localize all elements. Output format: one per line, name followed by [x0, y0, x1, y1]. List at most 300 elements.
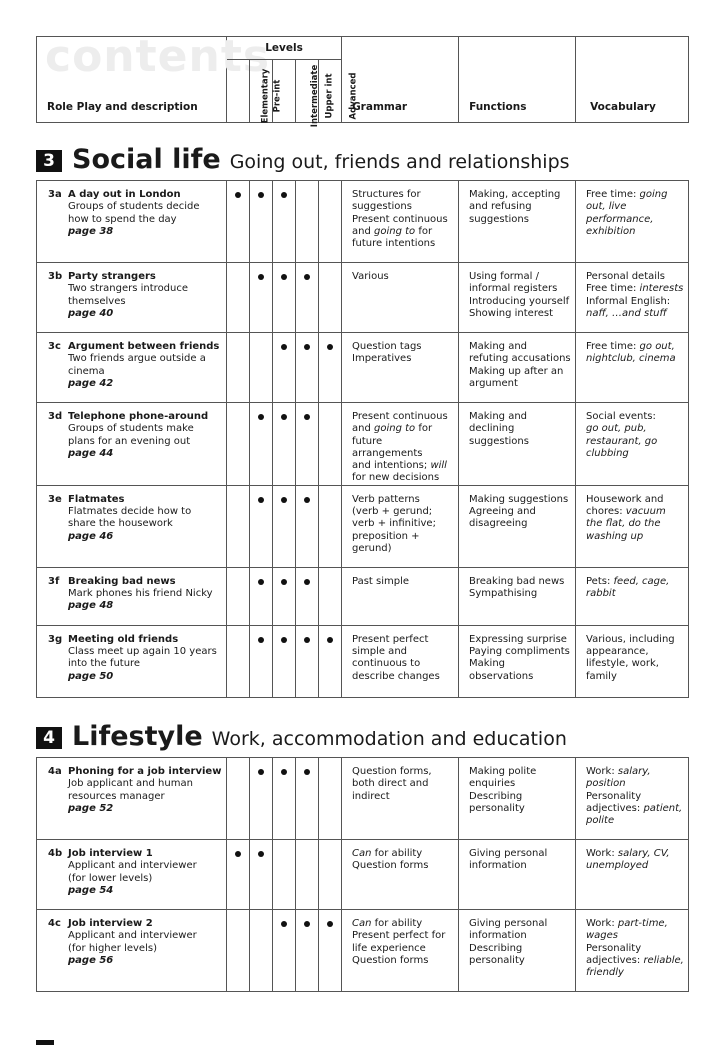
- level-cell: [250, 625, 273, 697]
- table-row: [37, 625, 689, 697]
- text-line: [586, 766, 684, 778]
- text-line: [586, 423, 684, 435]
- text-fragment: Making up after an: [469, 365, 564, 377]
- vocabulary-cell: [576, 910, 689, 992]
- role-play-cell: [37, 403, 227, 486]
- italic-term: position: [586, 778, 626, 790]
- level-dot-icon: [304, 274, 310, 280]
- contents-header-table: [36, 31, 689, 128]
- text-line: [586, 671, 684, 683]
- level-dot-icon: [258, 274, 264, 280]
- section-subtitle: Going out, friends and relationships: [229, 151, 570, 173]
- italic-term: polite: [586, 815, 615, 827]
- text-line: [469, 271, 571, 283]
- level-cell: [319, 910, 342, 992]
- role-play-desc-line: (for lower levels): [68, 872, 153, 884]
- text-fragment: for ability: [371, 848, 423, 859]
- text-fragment: suggestions: [469, 213, 529, 225]
- text-fragment: Social events:: [586, 411, 656, 422]
- table-row: [37, 910, 689, 992]
- text-fragment: Free time:: [586, 283, 640, 295]
- italic-term: washing up: [586, 530, 644, 542]
- level-cell: [319, 840, 342, 910]
- role-play-desc-line: Groups of students make: [68, 423, 194, 435]
- text-line: [469, 378, 571, 390]
- level-label: Elementary: [260, 68, 271, 124]
- text-fragment: refuting accusations: [469, 353, 571, 365]
- level-cell: [296, 625, 319, 697]
- text-line: [469, 189, 571, 201]
- unit-number: 3g: [48, 633, 63, 645]
- level-cell: [296, 840, 319, 910]
- level-cell: [227, 485, 250, 567]
- text-line: [586, 658, 684, 670]
- text-line: [352, 778, 454, 790]
- text-fragment: enquiries: [469, 778, 516, 790]
- text-fragment: personality: [469, 802, 525, 814]
- section-heading-4: [36, 721, 567, 752]
- section-title: Social life: [72, 144, 221, 175]
- functions-cell: [459, 263, 576, 333]
- text-fragment: verb + infinitive;: [352, 518, 436, 530]
- role-play-cell: [37, 333, 227, 403]
- role-play-desc-line: Two friends argue outside a: [68, 353, 206, 365]
- text-line: [586, 189, 684, 201]
- level-dot-icon: [258, 192, 264, 198]
- text-fragment: for new decisions: [352, 472, 440, 484]
- section-heading-3: [36, 144, 570, 175]
- level-cell: [273, 840, 296, 910]
- level-cell: [273, 567, 296, 625]
- level-dot-icon: [304, 921, 310, 927]
- text-line: [352, 918, 454, 930]
- level-cell: [319, 567, 342, 625]
- level-cell: [273, 333, 296, 403]
- level-cell: [273, 403, 296, 486]
- text-line: [469, 283, 571, 295]
- text-line: [586, 815, 684, 827]
- grammar-cell: [342, 263, 459, 333]
- text-line: [352, 860, 454, 872]
- text-fragment: argument: [469, 377, 518, 389]
- role-play-title: Job interview 1: [68, 848, 153, 859]
- text-fragment: and: [352, 225, 374, 237]
- level-dot-icon: [304, 579, 310, 585]
- level-dot-icon: [304, 344, 310, 350]
- text-line: [586, 353, 684, 365]
- level-cell: [296, 567, 319, 625]
- functions-cell: [459, 758, 576, 840]
- page-corner-mark: [36, 1040, 54, 1045]
- level-cell: [273, 485, 296, 567]
- page-reference: page 44: [68, 447, 114, 459]
- level-cell: [319, 403, 342, 486]
- level-dot-icon: [281, 192, 287, 198]
- level-cell: [227, 758, 250, 840]
- level-column-header: [319, 59, 359, 122]
- level-cell: [319, 333, 342, 403]
- level-dot-icon: [327, 344, 333, 350]
- functions-cell: [459, 181, 576, 263]
- level-cell: [250, 181, 273, 263]
- role-play-desc-line: resources manager: [68, 790, 165, 802]
- level-dot-icon: [258, 769, 264, 775]
- text-line: [352, 543, 454, 555]
- text-line: [586, 518, 684, 530]
- level-cell: [296, 181, 319, 263]
- grammar-cell: [342, 403, 459, 486]
- text-fragment: Past simple: [352, 575, 410, 587]
- page-reference: page 50: [68, 670, 114, 682]
- role-play-title: Flatmates: [68, 493, 125, 505]
- italic-term: going to: [374, 423, 416, 435]
- table-row: [37, 840, 689, 910]
- table-row: [37, 403, 689, 486]
- role-play-description: [68, 411, 222, 460]
- page-reference: page 46: [68, 530, 114, 542]
- text-line: [352, 341, 454, 353]
- text-fragment: Various, including: [586, 633, 675, 645]
- level-dot-icon: [258, 579, 264, 585]
- text-line: [586, 296, 684, 308]
- text-line: [469, 506, 571, 518]
- text-line: [352, 472, 454, 484]
- text-fragment: Paying compliments: [469, 646, 570, 658]
- italic-term: nightclub, cinema: [586, 353, 676, 365]
- functions-cell: [459, 625, 576, 697]
- text-line: [352, 658, 454, 670]
- text-line: [586, 803, 684, 815]
- text-fragment: informal registers: [469, 283, 558, 295]
- text-line: [352, 460, 454, 472]
- vocabulary-cell: [576, 840, 689, 910]
- text-line: [586, 588, 684, 600]
- text-fragment: suggestions: [469, 435, 529, 447]
- level-dot-icon: [258, 414, 264, 420]
- text-fragment: describe changes: [352, 670, 440, 682]
- level-cell: [319, 625, 342, 697]
- text-fragment: chores:: [586, 506, 626, 518]
- level-cell: [250, 840, 273, 910]
- text-fragment: Question forms: [352, 954, 429, 966]
- role-play-desc-line: into the future: [68, 658, 141, 670]
- vocabulary-cell: [576, 485, 689, 567]
- role-play-cell: [37, 758, 227, 840]
- level-dot-icon: [281, 579, 287, 585]
- text-fragment: Housework and: [586, 493, 664, 505]
- level-cell: [319, 263, 342, 333]
- role-play-title: Party strangers: [68, 271, 156, 282]
- text-line: [586, 411, 684, 423]
- text-line: [469, 646, 571, 658]
- text-line: [586, 308, 684, 320]
- text-fragment: Present continuous: [352, 213, 448, 225]
- grammar-cell: [342, 840, 459, 910]
- role-play-title: Telephone phone-around: [68, 411, 209, 422]
- text-fragment: preposition +: [352, 530, 420, 542]
- text-line: [469, 634, 571, 646]
- level-dot-icon: [327, 921, 333, 927]
- text-line: [352, 436, 454, 461]
- italic-term: part-time,: [617, 918, 668, 929]
- role-play-description: [68, 918, 222, 967]
- text-line: [469, 214, 571, 226]
- role-play-desc-line: Class meet up again 10 years: [68, 646, 217, 658]
- role-play-title: Argument between friends: [68, 341, 220, 352]
- text-line: [586, 967, 684, 979]
- text-line: [469, 308, 571, 320]
- unit-number: 3d: [48, 411, 63, 422]
- text-fragment: indirect: [352, 790, 390, 802]
- italic-term: will: [430, 460, 447, 472]
- text-fragment: lifestyle, work,: [586, 658, 659, 670]
- level-cell: [227, 263, 250, 333]
- grammar-cell: [342, 485, 459, 567]
- vocabulary-cell: [576, 625, 689, 697]
- vocabulary-cell: [576, 403, 689, 486]
- text-line: [352, 238, 454, 250]
- level-dot-icon: [258, 497, 264, 503]
- level-dot-icon: [281, 344, 287, 350]
- level-cell: [227, 840, 250, 910]
- level-dot-icon: [281, 637, 287, 643]
- level-dot-icon: [281, 769, 287, 775]
- text-fragment: gerund): [352, 542, 392, 554]
- grammar-cell: [342, 181, 459, 263]
- text-line: [352, 766, 454, 778]
- role-play-desc-line: Flatmates decide how to: [68, 506, 192, 518]
- role-play-desc-line: Groups of students decide: [68, 201, 200, 213]
- level-cell: [273, 181, 296, 263]
- italic-term: out, live: [586, 201, 627, 213]
- role-play-cell: [37, 263, 227, 333]
- vocabulary-cell: [576, 263, 689, 333]
- page-reference: page 48: [68, 600, 114, 612]
- text-fragment: both direct and: [352, 778, 429, 790]
- text-fragment: Verb patterns: [352, 493, 420, 505]
- italic-term: interests: [639, 283, 684, 295]
- text-line: [352, 955, 454, 967]
- role-play-title: Job interview 2: [68, 918, 153, 929]
- functions-cell: [459, 403, 576, 486]
- text-fragment: Making, accepting: [469, 189, 561, 200]
- functions-cell: [459, 333, 576, 403]
- level-label: Intermediate: [310, 64, 321, 128]
- text-line: [469, 918, 571, 930]
- text-line: [352, 671, 454, 683]
- levels-title: Levels: [265, 42, 303, 54]
- text-line: [586, 226, 684, 238]
- text-fragment: declining: [469, 423, 515, 435]
- level-cell: [250, 758, 273, 840]
- vocabulary-cell: [576, 758, 689, 840]
- text-line: [586, 214, 684, 226]
- role-play-desc-line: Two strangers introduce: [68, 283, 189, 295]
- level-cell: [296, 910, 319, 992]
- text-line: [586, 918, 684, 930]
- level-cell: [296, 758, 319, 840]
- role-play-desc-line: themselves: [68, 295, 126, 307]
- role-play-desc-line: (for higher levels): [68, 942, 157, 954]
- text-fragment: Using formal /: [469, 271, 539, 282]
- table-row: [37, 567, 689, 625]
- level-cell: [227, 625, 250, 697]
- text-line: [586, 646, 684, 658]
- page-reference: page 54: [68, 884, 114, 896]
- text-line: [352, 646, 454, 658]
- level-dot-icon: [304, 497, 310, 503]
- text-fragment: future intentions: [352, 238, 436, 250]
- text-line: [352, 531, 454, 543]
- text-line: [352, 214, 454, 226]
- italic-term: Can: [352, 848, 372, 859]
- text-fragment: Question forms: [352, 860, 429, 872]
- text-line: [586, 860, 684, 872]
- text-line: [352, 576, 454, 588]
- role-play-desc-line: Applicant and interviewer: [68, 930, 197, 942]
- text-fragment: Free time:: [586, 189, 640, 200]
- level-column-header: [250, 59, 283, 122]
- italic-term: clubbing: [586, 447, 629, 459]
- text-line: [586, 271, 684, 283]
- text-line: [586, 848, 684, 860]
- text-line: [469, 930, 571, 942]
- text-line: [352, 848, 454, 860]
- role-play-description: [68, 189, 222, 238]
- text-fragment: Sympathising: [469, 588, 538, 600]
- text-line: [469, 494, 571, 506]
- italic-term: friendly: [586, 967, 624, 979]
- role-play-description: [68, 576, 222, 613]
- text-line: [469, 296, 571, 308]
- text-fragment: Free time:: [586, 341, 640, 352]
- text-fragment: Question forms,: [352, 766, 432, 777]
- text-line: [352, 201, 454, 213]
- text-fragment: adjectives:: [586, 954, 644, 966]
- section-subtitle: Work, accommodation and education: [211, 728, 567, 750]
- text-line: [469, 791, 571, 803]
- text-fragment: Making polite: [469, 766, 537, 777]
- text-line: [469, 671, 571, 683]
- section-number-badge: 3: [36, 150, 62, 172]
- text-line: [469, 658, 571, 670]
- level-dot-icon: [235, 192, 241, 198]
- functions-header: [459, 37, 576, 123]
- text-line: [586, 448, 684, 460]
- italic-term: reliable,: [643, 954, 684, 966]
- text-fragment: Making and: [469, 341, 528, 352]
- text-line: [469, 201, 571, 213]
- level-dot-icon: [281, 497, 287, 503]
- italic-term: naff, …and stuff: [586, 307, 667, 319]
- role-play-title: Breaking bad news: [68, 575, 176, 587]
- level-cell: [273, 625, 296, 697]
- level-cell: [296, 485, 319, 567]
- text-fragment: Personality: [586, 790, 642, 802]
- text-fragment: disagreeing: [469, 518, 528, 530]
- role-play-desc-line: Mark phones his friend Nicky: [68, 588, 213, 600]
- level-cell: [250, 263, 273, 333]
- italic-term: the flat, do the: [586, 518, 661, 530]
- italic-term: Can: [352, 918, 372, 929]
- text-line: [469, 943, 571, 955]
- text-line: [586, 634, 684, 646]
- text-fragment: appearance,: [586, 646, 649, 658]
- level-cell: [319, 181, 342, 263]
- text-line: [352, 226, 454, 238]
- level-cell: [250, 910, 273, 992]
- text-line: [586, 791, 684, 803]
- text-line: [469, 778, 571, 790]
- text-line: [586, 930, 684, 942]
- role-play-cell: [37, 567, 227, 625]
- level-cell: [227, 333, 250, 403]
- text-line: [469, 955, 571, 967]
- text-line: [352, 506, 454, 518]
- italic-term: go out,: [639, 341, 675, 352]
- italic-term: salary, CV,: [617, 848, 670, 859]
- grammar-cell: [342, 333, 459, 403]
- role-play-desc-line: how to spend the day: [68, 213, 177, 225]
- text-fragment: Informal English:: [586, 295, 671, 307]
- grammar-cell: [342, 910, 459, 992]
- text-line: [469, 588, 571, 600]
- text-line: [469, 576, 571, 588]
- table-row: [37, 333, 689, 403]
- text-fragment: Breaking bad news: [469, 575, 565, 587]
- italic-term: performance,: [586, 213, 654, 225]
- role-play-description: [68, 271, 222, 320]
- text-line: [469, 860, 571, 872]
- role-play-desc-line: Job applicant and human: [68, 778, 193, 790]
- unit-number: 3c: [48, 341, 61, 352]
- level-dot-icon: [258, 851, 264, 857]
- level-cell: [319, 758, 342, 840]
- unit-number: 4b: [48, 848, 63, 859]
- level-label: Upper int: [324, 73, 335, 119]
- text-line: [352, 518, 454, 530]
- role-play-description: [68, 848, 222, 897]
- italic-term: unemployed: [586, 860, 649, 872]
- text-line: [469, 423, 571, 435]
- grammar-cell: [342, 625, 459, 697]
- section-title: Lifestyle: [72, 721, 203, 752]
- text-line: [586, 576, 684, 588]
- level-cell: [273, 758, 296, 840]
- role-play-cell: [37, 840, 227, 910]
- text-fragment: Imperatives: [352, 353, 412, 365]
- contents-watermark: contents: [45, 31, 271, 82]
- level-cell: [319, 485, 342, 567]
- role-play-desc-line: Applicant and interviewer: [68, 860, 197, 872]
- level-column-header: [273, 59, 321, 128]
- vocabulary-header: [576, 37, 689, 123]
- role-play-cell: [37, 485, 227, 567]
- italic-term: rabbit: [586, 588, 616, 600]
- level-cell: [250, 333, 273, 403]
- text-fragment: Giving personal: [469, 848, 548, 859]
- text-fragment: future arrangements: [352, 435, 423, 459]
- level-cell: [227, 181, 250, 263]
- text-line: [469, 341, 571, 353]
- grammar-cell: [342, 567, 459, 625]
- italic-term: salary,: [617, 766, 651, 777]
- level-cell: [273, 263, 296, 333]
- text-fragment: Personal details: [586, 271, 666, 282]
- levels-header: [227, 37, 359, 128]
- level-dot-icon: [258, 637, 264, 643]
- italic-term: feed, cage,: [613, 575, 670, 587]
